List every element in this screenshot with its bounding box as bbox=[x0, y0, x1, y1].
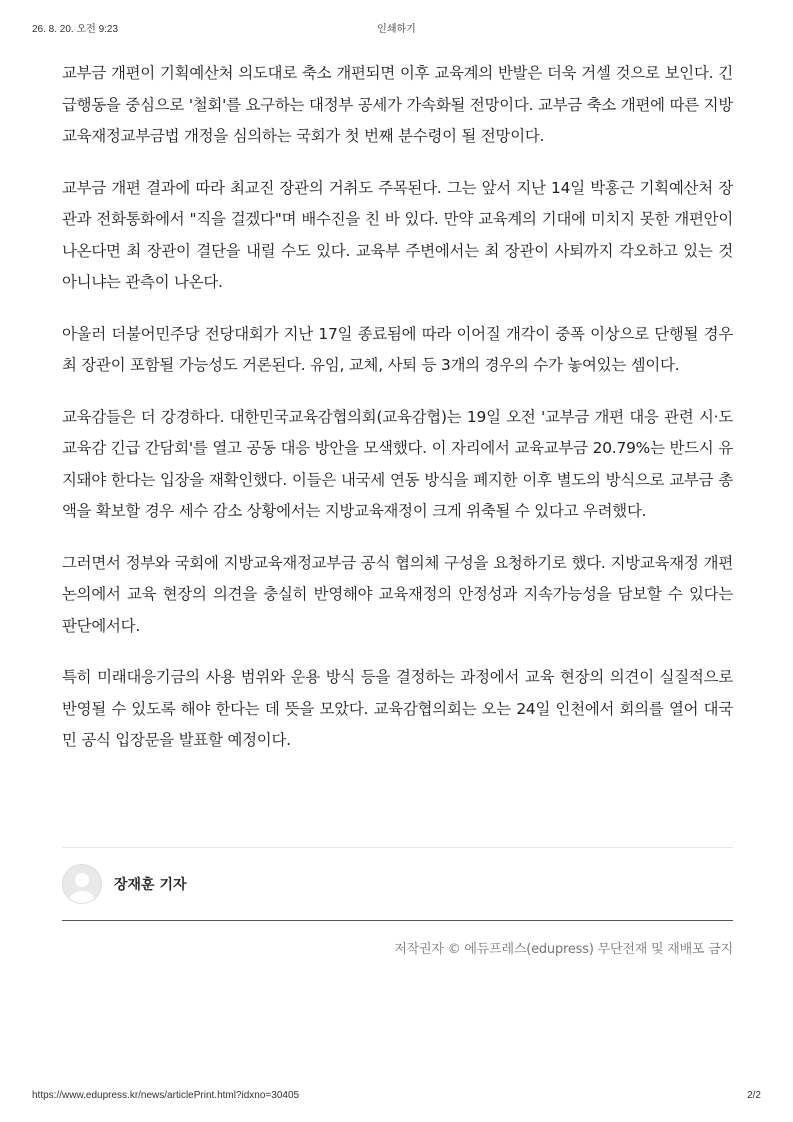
print-datetime: 26. 8. 20. 오전 9:23 bbox=[32, 24, 119, 35]
reporter-name: 장재훈 기자 bbox=[114, 877, 187, 893]
article-body bbox=[62, 58, 733, 777]
print-url: https://www.edupress.kr/news/articlePrint.html?idxno=30405 bbox=[32, 1090, 300, 1101]
user-avatar-icon bbox=[62, 864, 102, 904]
article-paragraph: 교부금 개편 결과에 따라 최교진 장관의 거취도 주목된다. 그는 앞서 지난 14일 박홍근 기획예산처 장관과 전화통화에서 "직을 걸겠다"며 배수진을 친 바 있다. 만약 교육계의 기대에 미치지 못한 개편안이 나온다면 최 장관이 결단을 내릴 수도 있다. 교육부 주변에서는 최 장관이 사퇴까지 각오하고 있는 것 아니냐는 관측이 나온다. bbox=[62, 178, 733, 291]
article-paragraph: 교부금 개편이 기획예산처 의도대로 축소 개편되면 이후 교육계의 반발은 더욱 거셀 것으로 보인다. 긴급행동을 중심으로 '철회'를 요구하는 대정부 공세가 가속화될 전망이다. 교부금 축소 개편에 따른 지방교육재정교부금법 개정을 심의하는 국회가 첫 번째 분수령이 될 전망이다. bbox=[62, 64, 733, 145]
print-footer bbox=[32, 1090, 761, 1106]
article-paragraph: 그러면서 정부와 국회에 지방교육재정교부금 공식 협의체 구성을 요청하기로 했다. 지방교육재정 개편 논의에서 교육 현장의 의견을 충실히 반영해야 교육재정의 안정성과 지속가능성을 담보할 수 있다는 판단에서다. bbox=[62, 553, 733, 635]
reporter-byline bbox=[62, 847, 733, 921]
print-header bbox=[32, 20, 761, 36]
article-paragraph: 아울러 더불어민주당 전당대회가 지난 17일 종료됨에 따라 이어질 개각이 중폭 이상으로 단행될 경우 최 장관이 포함될 가능성도 거론된다. 유임, 교체, 사퇴 등 3개의 경우의 수가 놓여있는 셈이다. bbox=[62, 324, 733, 374]
copyright-notice: 저작권자 © 에듀프레스(edupress) 무단전재 및 재배포 금지 bbox=[394, 942, 733, 957]
article-paragraph: 특히 미래대응기금의 사용 범위와 운용 방식 등을 결정하는 과정에서 교육 현장의 의견이 실질적으로 반영될 수 있도록 해야 한다는 데 뜻을 모았다. 교육감협의회는 오는 24일 인천에서 회의를 열어 대국민 공식 입장문을 발표할 예정이다. bbox=[62, 668, 733, 749]
article-paragraph: 교육감들은 더 강경하다. 대한민국교육감협의회(교육감협)는 19일 오전 '교부금 개편 대응 관련 시·도교육감 긴급 간담회'를 열고 공동 대응 방안을 모색했다. 이 자리에서 교육교부금 20.79%는 반드시 유지돼야 한다는 입장을 재확인했다. 이들은 내국세 연동 방식을 폐지한 이후 별도의 방식으로 교부금 총액을 확보할 경우 세수 감소 상황에서는 지방교육재정이 크게 위축될 수 있다고 우려했다. bbox=[62, 407, 733, 520]
print-title: 인쇄하기 bbox=[377, 24, 416, 35]
page-number: 2/2 bbox=[747, 1090, 761, 1101]
